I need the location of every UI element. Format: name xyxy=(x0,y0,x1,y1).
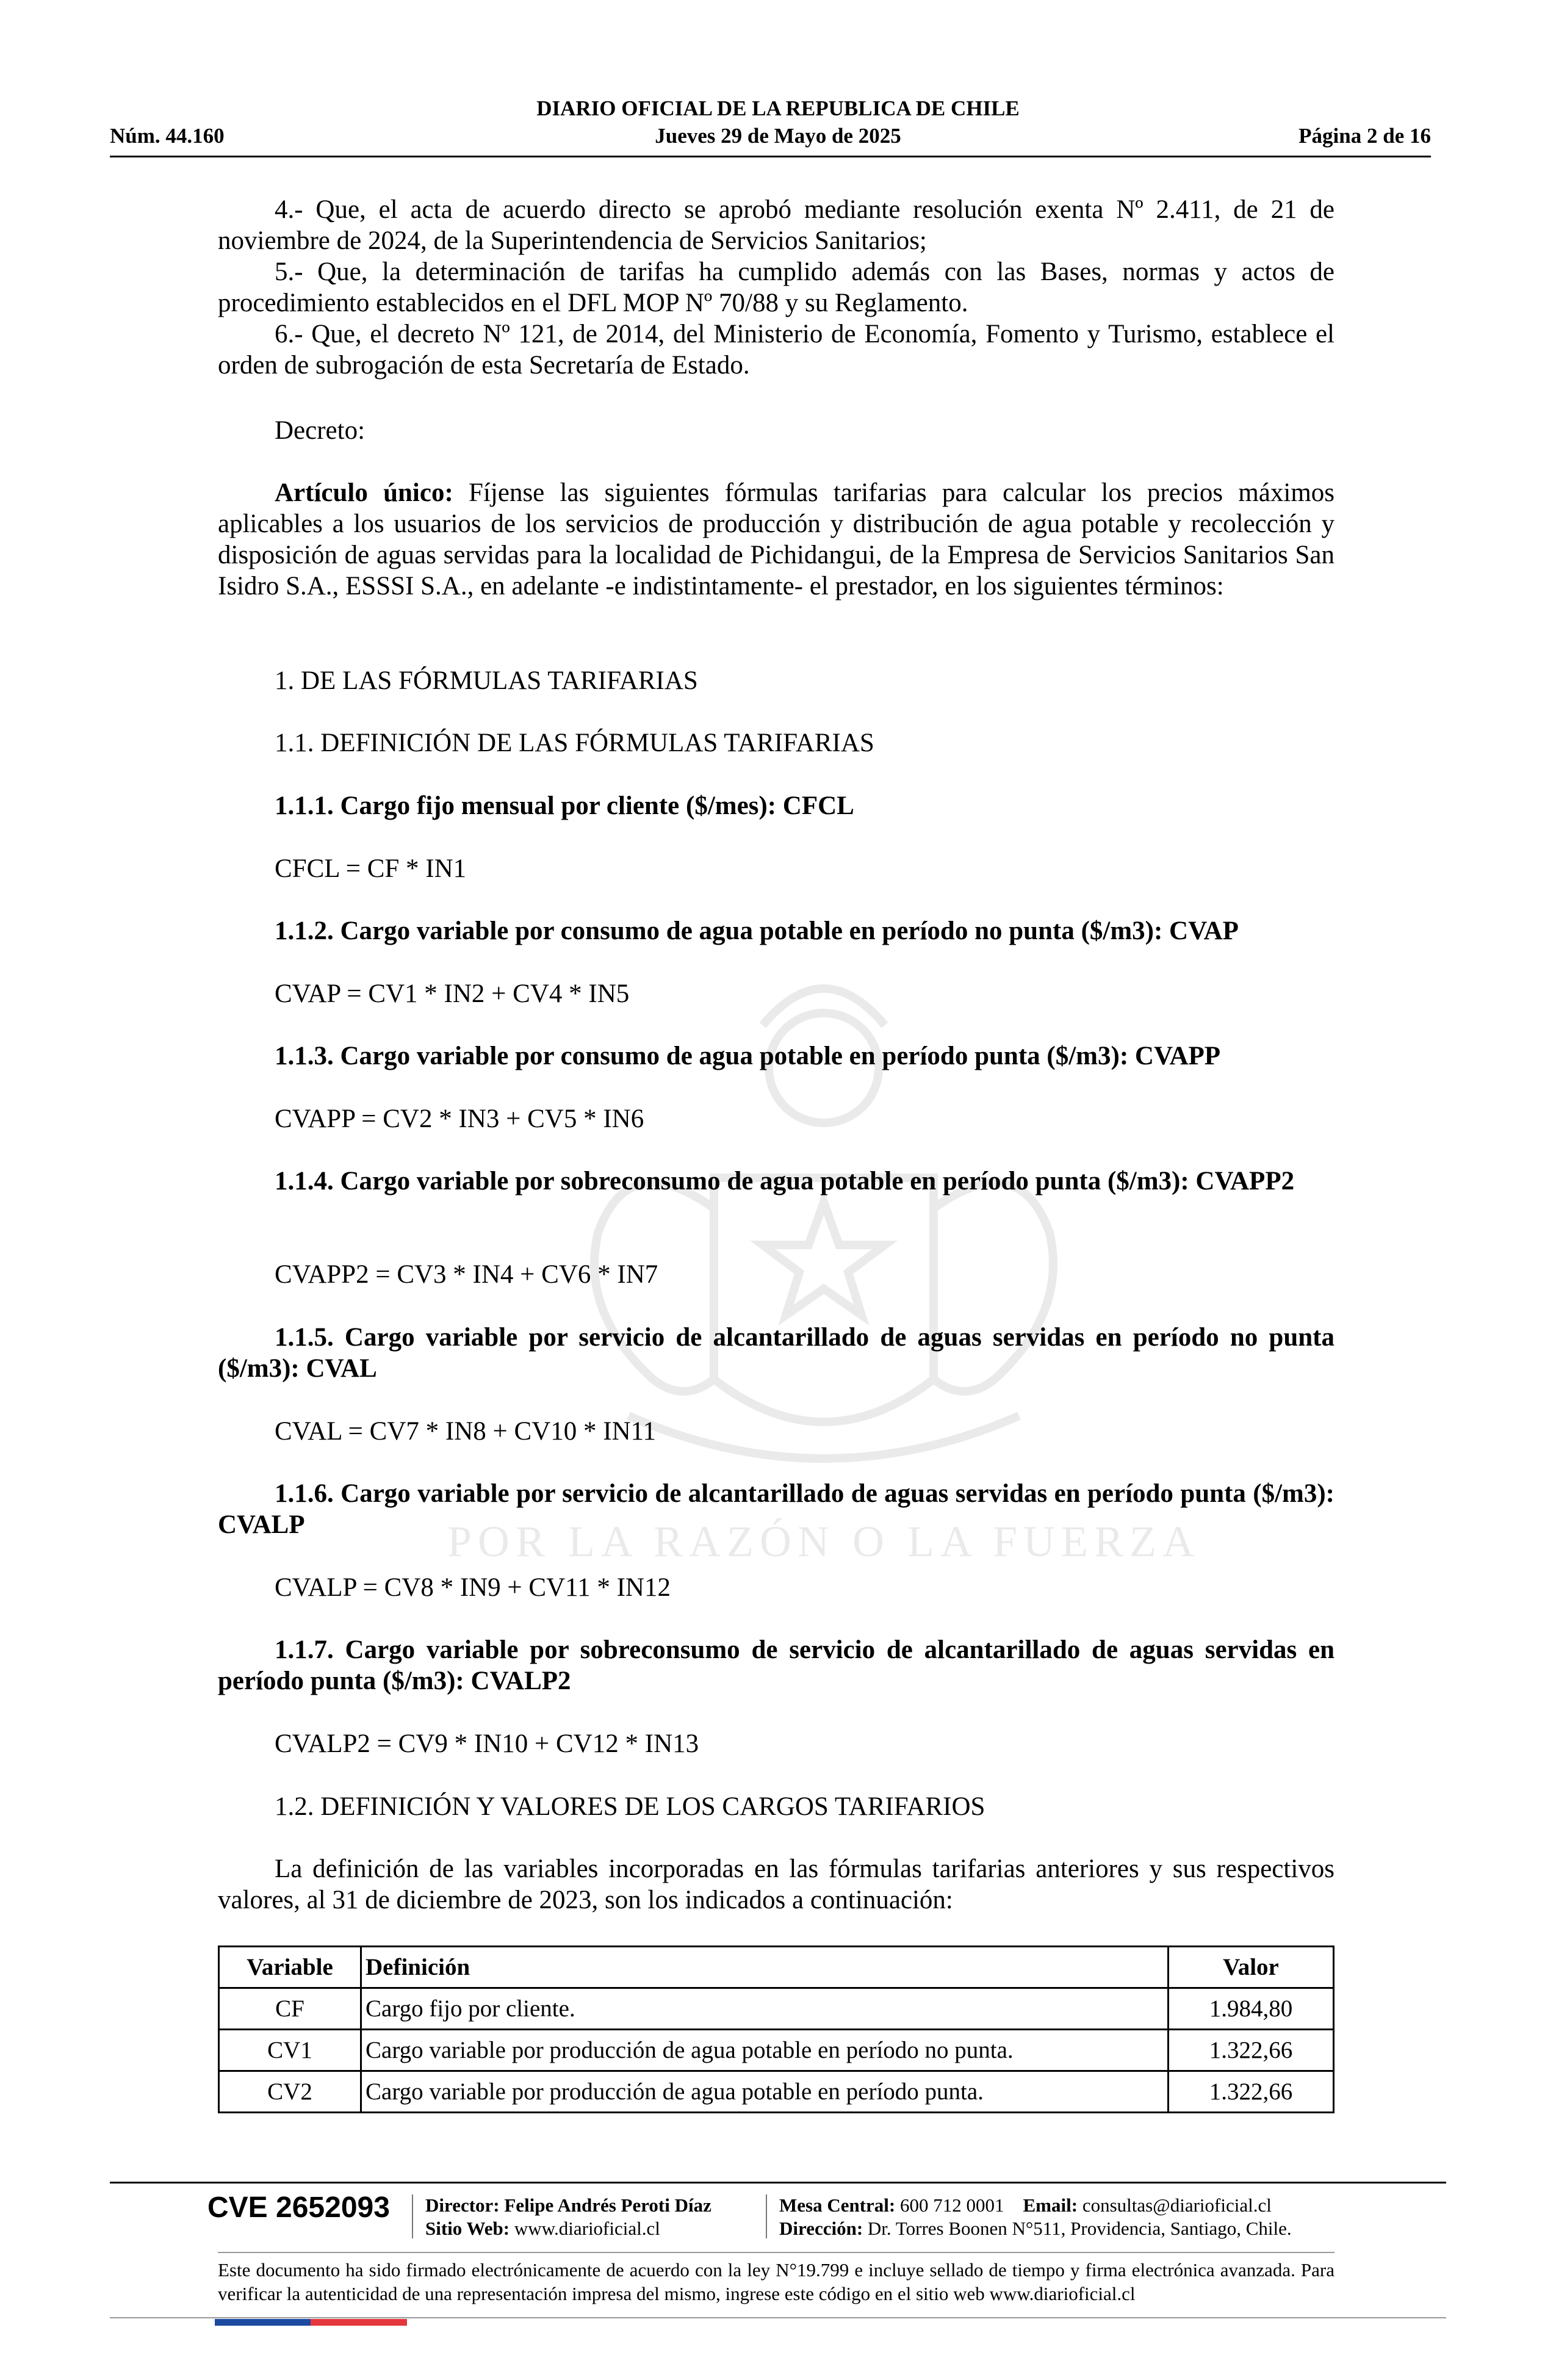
header-divider xyxy=(110,156,1431,157)
cell-variable: CV1 xyxy=(219,2030,361,2071)
page-number: Página 2 de 16 xyxy=(1298,124,1431,148)
issue-number: Núm. 44.160 xyxy=(110,124,225,148)
header-variable: Variable xyxy=(219,1947,361,1988)
cell-variable: CF xyxy=(219,1988,361,2030)
formula-heading-cval: 1.1.5. Cargo variable por servicio de alcantarillado de aguas servidas en período no punta ($/m3): CVAL xyxy=(218,1323,1334,1383)
web-link[interactable]: www.diarioficial.cl xyxy=(514,2218,660,2239)
footer-separator xyxy=(412,2194,413,2238)
flag-bar-red xyxy=(311,2319,407,2326)
cve-code: CVE 2652093 xyxy=(207,2191,390,2224)
considerando-6: 6.- Que, el decreto Nº 121, de 2014, del Ministerio de Economía, Fomento y Turismo, establece el orden de subrogación de esta Secretaría de Estado. xyxy=(218,320,1334,380)
director-label: Director: xyxy=(425,2194,500,2216)
formula-heading-cfcl: 1.1.1. Cargo fijo mensual por cliente ($/mes): CFCL xyxy=(275,792,854,820)
formula-heading-cvapp: 1.1.3. Cargo variable por consumo de agua potable en período punta ($/m3): CVAPP xyxy=(275,1042,1221,1070)
table-header-row xyxy=(219,1947,1334,1988)
cell-variable: CV2 xyxy=(219,2071,361,2113)
formula-cvapp2: CVAPP2 = CV3 * IN4 + CV6 * IN7 xyxy=(275,1260,658,1289)
section-1-heading: 1. DE LAS FÓRMULAS TARIFARIAS xyxy=(275,666,698,695)
cell-valor: 1.322,66 xyxy=(1169,2071,1334,2113)
tariff-values-table xyxy=(218,1945,1334,2113)
director-name: Felipe Andrés Peroti Díaz xyxy=(504,2194,711,2216)
articulo-unico xyxy=(218,477,1334,602)
formula-cvalp2: CVALP2 = CV9 * IN10 + CV12 * IN13 xyxy=(275,1729,699,1758)
email-link[interactable]: consultas@diarioficial.cl xyxy=(1082,2194,1272,2216)
formula-heading-cvalp: 1.1.6. Cargo variable por servicio de alcantarillado de aguas servidas en período punta ($/m3): CVALP xyxy=(218,1479,1334,1539)
section-1-1-heading: 1.1. DEFINICIÓN DE LAS FÓRMULAS TARIFARIAS xyxy=(275,729,874,757)
direccion-text: Dr. Torres Boonen N°511, Providencia, Santiago, Chile. xyxy=(867,2218,1292,2239)
formula-cval: CVAL = CV7 * IN8 + CV10 * IN11 xyxy=(275,1417,657,1446)
formula-heading-cvapp2: 1.1.4. Cargo variable por sobreconsumo de agua potable en período punta ($/m3): CVAPP2 xyxy=(275,1167,1295,1195)
footer-divider-3 xyxy=(110,2317,1446,2318)
formula-heading-cvalp2: 1.1.7. Cargo variable por sobreconsumo de servicio de alcantarillado de aguas servidas en período punta ($/m3): CVALP2 xyxy=(218,1635,1334,1695)
cell-valor: 1.984,80 xyxy=(1169,1988,1334,2030)
cell-definicion: Cargo variable por producción de agua potable en período no punta. xyxy=(361,2030,1169,2071)
decreto-label: Decreto: xyxy=(275,416,366,445)
cell-valor: 1.322,66 xyxy=(1169,2030,1334,2071)
svg-text:POR LA RAZÓN O LA FUERZA: POR LA RAZÓN O LA FUERZA xyxy=(447,1517,1201,1566)
flag-bar-blue xyxy=(215,2319,311,2326)
header-definicion: Definición xyxy=(361,1947,1169,1988)
formula-heading-cvap: 1.1.2. Cargo variable por consumo de agua potable en período no punta ($/m3): CVAP xyxy=(275,917,1239,945)
considerando-4: 4.- Que, el acta de acuerdo directo se aprobó mediante resolución exenta Nº 2.411, de 21 de noviembre de 2024, de la Superintendencia de Servicios Sanitarios; xyxy=(218,195,1334,255)
section-1-2-intro: La definición de las variables incorporadas en las fórmulas tarifarias anteriores y sus respectivos valores, al 31 de diciembre de 2023, son los indicados a continuación: xyxy=(218,1855,1334,1914)
formula-cvap: CVAP = CV1 * IN2 + CV4 * IN5 xyxy=(275,979,630,1008)
considerando-5: 5.- Que, la determinación de tarifas ha cumplido además con las Bases, normas y actos de procedimiento establecidos en el DFL MOP Nº 70/88 y su Reglamento. xyxy=(218,258,1334,317)
footer-divider xyxy=(110,2182,1446,2183)
formula-cvapp: CVAPP = CV2 * IN3 + CV5 * IN6 xyxy=(275,1105,644,1133)
footer-director-block xyxy=(425,2194,711,2240)
formula-cvalp: CVALP = CV8 * IN9 + CV11 * IN12 xyxy=(275,1573,671,1602)
articulo-text: Fíjense las siguientes fórmulas tarifarias para calcular los precios máximos aplicables a los usuarios de los servicios de producción y distribución de agua potable y recolección y disposición de aguas servidas para la localidad de Pichidangui, de la Empresa de Servicios Sanitarios San Isidro S.A., ESSSI S.A., en adelante -e indistintamente- el prestador, en los siguientes términos: xyxy=(218,478,1334,600)
articulo-label: Artículo único: xyxy=(275,478,453,507)
mesa-label: Mesa Central: xyxy=(779,2194,896,2216)
footer-divider-2 xyxy=(218,2252,1334,2253)
section-1-2-heading: 1.2. DEFINICIÓN Y VALORES DE LOS CARGOS TARIFARIOS xyxy=(275,1792,985,1821)
table-row xyxy=(219,1988,1334,2030)
web-label: Sitio Web: xyxy=(425,2218,510,2239)
publication-title: DIARIO OFICIAL DE LA REPUBLICA DE CHILE xyxy=(536,96,1020,120)
formula-cfcl: CFCL = CF * IN1 xyxy=(275,854,467,883)
cell-definicion: Cargo fijo por cliente. xyxy=(361,1988,1169,2030)
header-valor: Valor xyxy=(1169,1947,1334,1988)
issue-date: Jueves 29 de Mayo de 2025 xyxy=(655,124,901,148)
cell-definicion: Cargo variable por producción de agua potable en período punta. xyxy=(361,2071,1169,2113)
table-row xyxy=(219,2071,1334,2113)
considerandos xyxy=(218,194,1334,381)
direccion-label: Dirección: xyxy=(779,2218,863,2239)
table-row xyxy=(219,2030,1334,2071)
footer-separator xyxy=(766,2194,767,2238)
email-label: Email: xyxy=(1023,2194,1078,2216)
footer-legal-note: Este documento ha sido firmado electrónicamente de acuerdo con la ley N°19.799 e incluye sellado de tiempo y firma electrónica avanzada. Para verificar la autenticidad de una representación impresa del mismo, ingrese este código en el sitio web www.diarioficial.cl xyxy=(218,2259,1334,2304)
footer-contact-block xyxy=(779,2194,1292,2240)
mesa-phone: 600 712 0001 xyxy=(900,2194,1004,2216)
